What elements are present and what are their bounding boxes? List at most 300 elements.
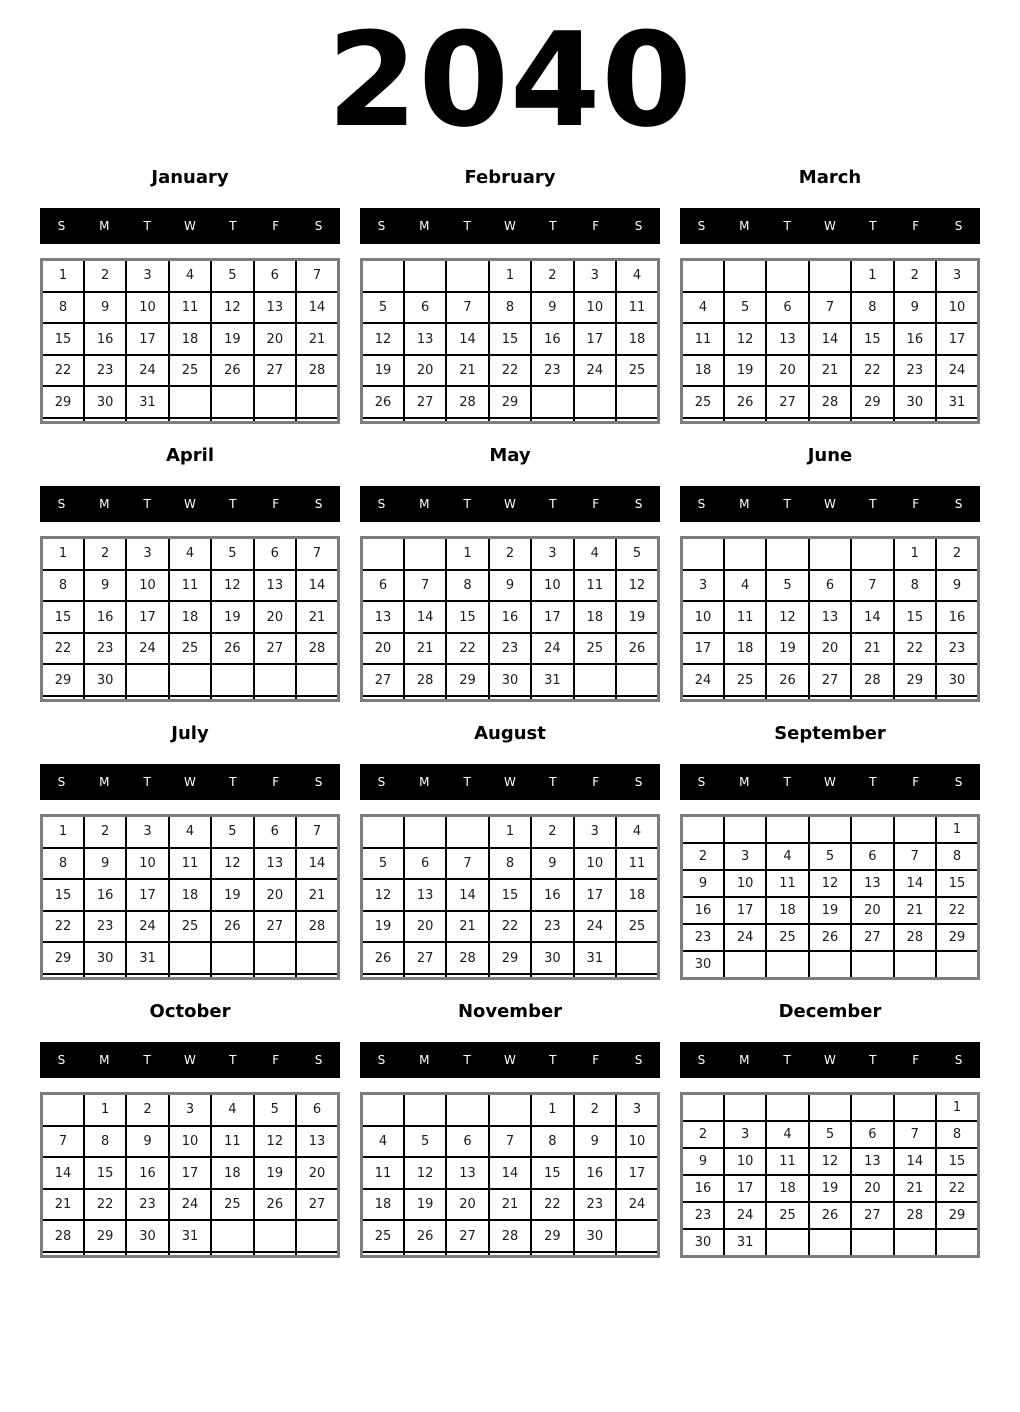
day-cell: 22 (42, 633, 84, 664)
day-of-week-label: S (314, 775, 323, 789)
day-cell: 27 (362, 664, 404, 695)
day-cell: 5 (362, 292, 404, 323)
day-cell: 3 (126, 260, 168, 292)
day-cell: 22 (446, 633, 488, 664)
empty-day-cell (531, 386, 573, 417)
empty-day-cell (126, 696, 168, 701)
day-cell: 17 (936, 323, 978, 354)
month-title: June (807, 444, 853, 466)
day-cell: 10 (682, 601, 724, 632)
day-cell: 6 (809, 570, 851, 601)
week-row (362, 942, 659, 973)
empty-day-cell (809, 951, 851, 979)
month-grid (40, 536, 340, 702)
day-cell: 15 (42, 323, 84, 354)
day-of-week-label: T (143, 497, 151, 511)
day-cell: 18 (766, 1175, 808, 1202)
day-cell: 12 (211, 292, 253, 323)
day-cell: 18 (616, 323, 658, 354)
day-cell: 29 (446, 664, 488, 695)
week-row (682, 897, 979, 924)
empty-day-cell (446, 974, 488, 979)
day-of-week-label: T (869, 219, 877, 233)
empty-day-cell (724, 951, 766, 979)
empty-day-cell (446, 260, 488, 292)
day-cell: 29 (42, 942, 84, 973)
day-cell: 25 (362, 1220, 404, 1251)
day-cell: 12 (766, 601, 808, 632)
empty-day-cell (809, 696, 851, 701)
day-of-week-label: S (57, 1053, 66, 1067)
week-row (682, 538, 979, 570)
day-cell: 21 (851, 633, 893, 664)
day-cell: 23 (126, 1189, 168, 1220)
day-cell: 6 (254, 538, 296, 570)
empty-day-cell (489, 1094, 531, 1126)
day-cell: 5 (616, 538, 658, 570)
day-cell: 19 (404, 1189, 446, 1220)
day-cell: 3 (126, 816, 168, 848)
empty-day-cell (42, 974, 84, 979)
day-cell: 5 (362, 848, 404, 879)
day-cell: 11 (211, 1126, 253, 1157)
day-cell: 22 (851, 355, 893, 386)
day-of-week-label: T (549, 1053, 557, 1067)
day-cell: 18 (574, 601, 616, 632)
empty-day-cell (211, 696, 253, 701)
day-cell: 8 (489, 292, 531, 323)
day-cell: 6 (446, 1126, 488, 1157)
day-cell: 10 (126, 570, 168, 601)
day-cell: 29 (489, 942, 531, 973)
empty-day-cell (851, 538, 893, 570)
day-cell: 13 (404, 323, 446, 354)
day-cell: 12 (809, 870, 851, 897)
month-block (360, 160, 660, 438)
day-of-week-label: S (57, 219, 66, 233)
day-cell: 2 (574, 1094, 616, 1126)
day-cell: 20 (404, 911, 446, 942)
week-row (42, 1189, 339, 1220)
day-of-week-label: F (592, 1053, 600, 1067)
week-row (682, 418, 979, 423)
week-row (42, 911, 339, 942)
day-of-week-label: T (869, 1053, 877, 1067)
day-of-week-label: T (229, 497, 237, 511)
day-cell: 28 (809, 386, 851, 417)
day-cell: 7 (42, 1126, 84, 1157)
day-cell: 21 (489, 1189, 531, 1220)
day-cell: 11 (682, 323, 724, 354)
day-cell: 19 (766, 633, 808, 664)
day-cell: 3 (682, 570, 724, 601)
day-cell: 20 (404, 355, 446, 386)
empty-day-cell (362, 974, 404, 979)
day-cell: 21 (894, 897, 936, 924)
day-cell: 21 (296, 879, 338, 910)
empty-day-cell (404, 696, 446, 701)
week-row (362, 292, 659, 323)
week-row (42, 570, 339, 601)
empty-day-cell (809, 538, 851, 570)
day-cell: 31 (574, 942, 616, 973)
day-cell: 14 (296, 570, 338, 601)
day-cell: 30 (936, 664, 978, 695)
day-of-week-label: T (229, 1053, 237, 1067)
day-cell: 15 (894, 601, 936, 632)
day-cell: 22 (489, 355, 531, 386)
day-cell: 17 (724, 1175, 766, 1202)
week-row (42, 1126, 339, 1157)
day-cell: 21 (894, 1175, 936, 1202)
week-row (42, 1157, 339, 1188)
day-cell: 30 (574, 1220, 616, 1251)
day-cell: 6 (254, 816, 296, 848)
empty-day-cell (296, 664, 338, 695)
day-cell: 8 (894, 570, 936, 601)
week-row (362, 418, 659, 423)
day-cell: 26 (254, 1189, 296, 1220)
day-cell: 27 (404, 386, 446, 417)
empty-day-cell (531, 1252, 573, 1257)
day-cell: 20 (254, 601, 296, 632)
empty-day-cell (724, 1094, 766, 1122)
day-cell: 2 (531, 260, 573, 292)
empty-day-cell (574, 696, 616, 701)
day-cell: 13 (296, 1126, 338, 1157)
day-cell: 16 (84, 879, 126, 910)
week-row (682, 816, 979, 844)
day-cell: 1 (851, 260, 893, 292)
day-cell: 11 (574, 570, 616, 601)
day-cell: 17 (724, 897, 766, 924)
week-row (362, 1252, 659, 1257)
empty-day-cell (724, 696, 766, 701)
day-of-week-label: T (549, 219, 557, 233)
day-cell: 16 (84, 323, 126, 354)
week-row (682, 870, 979, 897)
empty-day-cell (531, 974, 573, 979)
empty-day-cell (446, 816, 488, 848)
day-cell: 31 (126, 386, 168, 417)
month-grid-body (362, 260, 659, 423)
month-block (40, 160, 340, 438)
empty-day-cell (894, 1229, 936, 1257)
weekday-header-band (680, 764, 980, 800)
empty-day-cell (42, 418, 84, 423)
day-cell: 24 (574, 355, 616, 386)
day-cell: 25 (682, 386, 724, 417)
day-cell: 3 (169, 1094, 211, 1126)
day-cell: 4 (766, 843, 808, 870)
day-cell: 19 (724, 355, 766, 386)
day-cell: 16 (84, 601, 126, 632)
empty-day-cell (851, 696, 893, 701)
empty-day-cell (446, 1252, 488, 1257)
empty-day-cell (254, 418, 296, 423)
day-cell: 8 (531, 1126, 573, 1157)
day-of-week-label: T (463, 497, 471, 511)
day-cell: 7 (894, 1121, 936, 1148)
day-cell: 19 (809, 1175, 851, 1202)
day-cell: 16 (682, 1175, 724, 1202)
day-cell: 22 (84, 1189, 126, 1220)
month-title: May (489, 444, 531, 466)
day-cell: 1 (936, 816, 978, 844)
empty-day-cell (169, 974, 211, 979)
empty-day-cell (682, 1094, 724, 1122)
empty-day-cell (169, 418, 211, 423)
week-row (362, 1126, 659, 1157)
day-cell: 17 (126, 879, 168, 910)
week-row (682, 1175, 979, 1202)
day-cell: 4 (682, 292, 724, 323)
empty-day-cell (211, 974, 253, 979)
day-of-week-label: F (912, 775, 920, 789)
day-of-week-label: S (634, 219, 643, 233)
month-grid-body (682, 260, 979, 423)
day-cell: 25 (766, 1202, 808, 1229)
day-cell: 27 (404, 942, 446, 973)
day-cell: 24 (682, 664, 724, 695)
day-cell: 11 (724, 601, 766, 632)
day-of-week-label: W (504, 497, 516, 511)
day-cell: 25 (169, 911, 211, 942)
day-cell: 25 (724, 664, 766, 695)
day-of-week-label: T (463, 775, 471, 789)
day-cell: 17 (169, 1157, 211, 1188)
week-row (362, 696, 659, 701)
day-cell: 17 (126, 323, 168, 354)
day-cell: 21 (809, 355, 851, 386)
empty-day-cell (894, 696, 936, 701)
day-cell: 25 (766, 924, 808, 951)
day-cell: 14 (404, 601, 446, 632)
day-cell: 2 (682, 1121, 724, 1148)
empty-day-cell (84, 1252, 126, 1257)
day-cell: 30 (682, 1229, 724, 1257)
day-of-week-label: T (869, 775, 877, 789)
month-grid-body (362, 1094, 659, 1257)
empty-day-cell (894, 1094, 936, 1122)
day-of-week-label: T (869, 497, 877, 511)
day-cell: 24 (531, 633, 573, 664)
months-grid (0, 160, 1020, 1272)
empty-day-cell (616, 418, 658, 423)
day-cell: 22 (894, 633, 936, 664)
empty-day-cell (682, 816, 724, 844)
empty-day-cell (296, 1220, 338, 1251)
day-cell: 13 (851, 1148, 893, 1175)
day-cell: 18 (211, 1157, 253, 1188)
day-cell: 20 (851, 897, 893, 924)
day-cell: 9 (489, 570, 531, 601)
day-cell: 14 (446, 879, 488, 910)
empty-day-cell (766, 1229, 808, 1257)
empty-day-cell (296, 1252, 338, 1257)
month-block (40, 716, 340, 994)
week-row (42, 260, 339, 292)
week-row (682, 570, 979, 601)
day-cell: 13 (404, 879, 446, 910)
week-row (362, 355, 659, 386)
day-cell: 15 (42, 601, 84, 632)
day-cell: 14 (296, 292, 338, 323)
day-cell: 6 (362, 570, 404, 601)
day-cell: 16 (531, 323, 573, 354)
empty-day-cell (851, 1229, 893, 1257)
month-title: March (798, 166, 862, 188)
empty-day-cell (404, 1252, 446, 1257)
week-row (42, 664, 339, 695)
day-cell: 31 (126, 942, 168, 973)
day-of-week-label: M (419, 219, 430, 233)
weekday-header-band (40, 764, 340, 800)
month-grid (680, 814, 980, 980)
week-row (682, 951, 979, 979)
day-cell: 30 (894, 386, 936, 417)
week-row (682, 292, 979, 323)
empty-day-cell (169, 386, 211, 417)
day-cell: 19 (616, 601, 658, 632)
day-cell: 7 (809, 292, 851, 323)
week-row (362, 1189, 659, 1220)
day-cell: 1 (446, 538, 488, 570)
day-cell: 6 (851, 843, 893, 870)
day-cell: 14 (42, 1157, 84, 1188)
day-cell: 10 (126, 292, 168, 323)
day-cell: 24 (574, 911, 616, 942)
day-cell: 3 (531, 538, 573, 570)
day-cell: 16 (936, 601, 978, 632)
week-row (42, 323, 339, 354)
day-cell: 1 (42, 260, 84, 292)
day-cell: 25 (211, 1189, 253, 1220)
day-cell: 30 (84, 942, 126, 973)
day-cell: 27 (809, 664, 851, 695)
empty-day-cell (446, 696, 488, 701)
day-cell: 11 (169, 848, 211, 879)
month-block (40, 994, 340, 1272)
empty-day-cell (766, 951, 808, 979)
day-cell: 27 (254, 633, 296, 664)
day-cell: 3 (724, 843, 766, 870)
month-grid (680, 536, 980, 702)
day-cell: 15 (84, 1157, 126, 1188)
day-cell: 21 (446, 911, 488, 942)
day-cell: 26 (211, 633, 253, 664)
empty-day-cell (936, 696, 978, 701)
week-row (362, 1157, 659, 1188)
empty-day-cell (254, 386, 296, 417)
day-cell: 17 (531, 601, 573, 632)
day-cell: 10 (169, 1126, 211, 1157)
day-of-week-label: F (592, 775, 600, 789)
week-row (42, 696, 339, 701)
day-cell: 26 (809, 924, 851, 951)
empty-day-cell (211, 418, 253, 423)
day-cell: 5 (211, 260, 253, 292)
week-row (362, 386, 659, 417)
day-cell: 4 (211, 1094, 253, 1126)
empty-day-cell (362, 816, 404, 848)
month-title: November (457, 1000, 563, 1022)
day-cell: 16 (126, 1157, 168, 1188)
day-cell: 8 (851, 292, 893, 323)
day-cell: 12 (211, 570, 253, 601)
empty-day-cell (531, 696, 573, 701)
day-cell: 10 (531, 570, 573, 601)
empty-day-cell (404, 1094, 446, 1126)
empty-day-cell (42, 1094, 84, 1126)
empty-day-cell (489, 1252, 531, 1257)
day-cell: 27 (254, 911, 296, 942)
month-title: October (149, 1000, 231, 1022)
month-grid-body (362, 538, 659, 701)
day-cell: 12 (362, 323, 404, 354)
day-cell: 5 (211, 816, 253, 848)
day-of-week-label: F (912, 497, 920, 511)
day-cell: 8 (936, 1121, 978, 1148)
day-cell: 26 (724, 386, 766, 417)
week-row (42, 355, 339, 386)
day-cell: 28 (296, 355, 338, 386)
day-cell: 17 (682, 633, 724, 664)
day-cell: 12 (616, 570, 658, 601)
empty-day-cell (809, 816, 851, 844)
empty-day-cell (404, 260, 446, 292)
week-row (682, 601, 979, 632)
week-row (42, 538, 339, 570)
day-cell: 19 (362, 355, 404, 386)
day-cell: 29 (936, 1202, 978, 1229)
day-cell: 24 (724, 924, 766, 951)
year-title: 2040 (327, 4, 693, 156)
day-cell: 18 (362, 1189, 404, 1220)
empty-day-cell (169, 696, 211, 701)
empty-day-cell (489, 974, 531, 979)
day-cell: 14 (809, 323, 851, 354)
empty-day-cell (851, 418, 893, 423)
day-cell: 23 (84, 633, 126, 664)
day-cell: 18 (616, 879, 658, 910)
empty-day-cell (296, 974, 338, 979)
day-cell: 3 (126, 538, 168, 570)
day-cell: 15 (936, 870, 978, 897)
day-cell: 5 (809, 1121, 851, 1148)
empty-day-cell (126, 974, 168, 979)
day-of-week-label: W (504, 219, 516, 233)
empty-day-cell (362, 538, 404, 570)
day-cell: 2 (84, 260, 126, 292)
weekday-header-band (360, 1042, 660, 1078)
day-of-week-label: F (272, 775, 280, 789)
week-row (362, 1094, 659, 1126)
day-cell: 8 (84, 1126, 126, 1157)
day-of-week-label: T (783, 219, 791, 233)
day-of-week-label: S (57, 497, 66, 511)
week-row (682, 1229, 979, 1257)
weekday-header-band (40, 1042, 340, 1078)
empty-day-cell (489, 418, 531, 423)
day-cell: 11 (616, 292, 658, 323)
day-of-week-label: M (99, 219, 110, 233)
day-cell: 17 (126, 601, 168, 632)
day-cell: 9 (84, 570, 126, 601)
day-cell: 25 (616, 355, 658, 386)
day-cell: 10 (616, 1126, 658, 1157)
week-row (362, 570, 659, 601)
